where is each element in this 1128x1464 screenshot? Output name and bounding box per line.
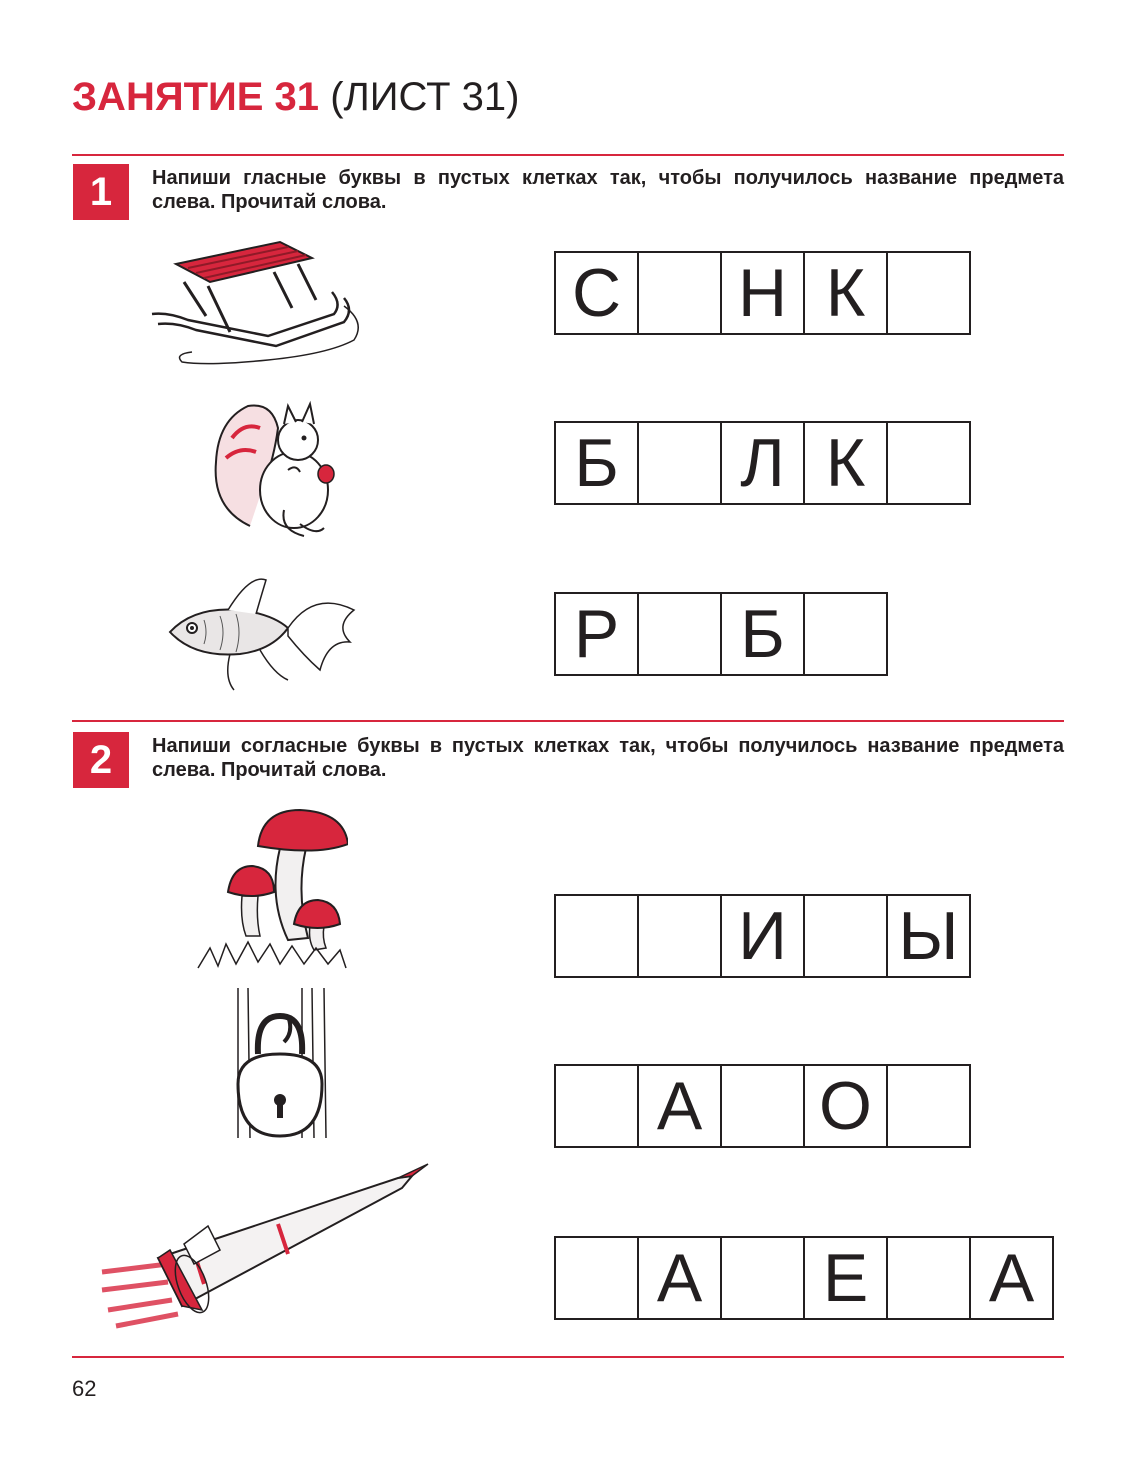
squirrel-icon xyxy=(204,398,354,540)
blank-letter-cell[interactable] xyxy=(720,1066,803,1146)
blank-letter-cell[interactable] xyxy=(803,594,886,674)
letter-cell: К xyxy=(803,253,886,333)
task-number-badge: 1 xyxy=(73,164,129,220)
letter-cell: Ы xyxy=(886,896,969,976)
blank-letter-cell[interactable] xyxy=(637,253,720,333)
goldfish-icon xyxy=(164,570,360,694)
footer-divider xyxy=(72,1356,1064,1358)
lesson-title: ЗАНЯТИЕ 31 xyxy=(72,75,320,119)
letter-cell: Е xyxy=(803,1238,886,1318)
letter-cell: О xyxy=(803,1066,886,1146)
blank-letter-cell[interactable] xyxy=(637,896,720,976)
mushrooms-icon xyxy=(196,808,348,976)
letter-grid xyxy=(554,1064,971,1148)
blank-letter-cell[interactable] xyxy=(637,594,720,674)
page-number: 62 xyxy=(72,1376,97,1401)
rocket-icon xyxy=(98,1160,430,1344)
letter-cell: И xyxy=(720,896,803,976)
letter-grid xyxy=(554,251,971,335)
task-number-badge: 2 xyxy=(73,732,129,788)
blank-letter-cell[interactable] xyxy=(886,423,969,503)
letter-cell: Б xyxy=(720,594,803,674)
letter-cell: Р xyxy=(573,596,620,672)
letter-cell: А xyxy=(969,1238,1052,1318)
blank-letter-cell[interactable] xyxy=(556,1238,637,1318)
blank-letter-cell[interactable] xyxy=(803,896,886,976)
blank-letter-cell[interactable] xyxy=(637,423,720,503)
blank-letter-cell[interactable] xyxy=(556,896,637,976)
letter-cell: А xyxy=(637,1238,720,1318)
letter-grid xyxy=(554,592,888,676)
letter-cell: Л xyxy=(720,423,803,503)
letter-grid xyxy=(554,894,971,978)
padlock-icon xyxy=(232,988,332,1142)
section-divider xyxy=(72,154,1064,156)
page-title xyxy=(72,72,519,122)
task-instruction: Напиши согласные буквы в пустых клетках так, чтобы получилось название предмета слева. Прочитай слова. xyxy=(152,735,1064,781)
blank-letter-cell[interactable] xyxy=(886,253,969,333)
blank-letter-cell[interactable] xyxy=(556,1066,637,1146)
sled-icon xyxy=(148,236,370,376)
blank-letter-cell[interactable] xyxy=(886,1066,969,1146)
letter-grid xyxy=(554,421,971,505)
letter-cell: Б xyxy=(574,425,619,501)
task-instruction: Напиши гласные буквы в пустых клетках так, чтобы получилось название предмета слева. Прочитай слова. xyxy=(152,167,1064,213)
section-divider xyxy=(72,720,1064,722)
letter-cell: К xyxy=(803,423,886,503)
letter-cell: А xyxy=(637,1066,720,1146)
sheet-subtitle: (ЛИСТ 31) xyxy=(330,75,520,119)
blank-letter-cell[interactable] xyxy=(720,1238,803,1318)
letter-cell: С xyxy=(571,255,622,331)
blank-letter-cell[interactable] xyxy=(886,1238,969,1318)
letter-cell: Н xyxy=(720,253,803,333)
letter-grid xyxy=(554,1236,1054,1320)
